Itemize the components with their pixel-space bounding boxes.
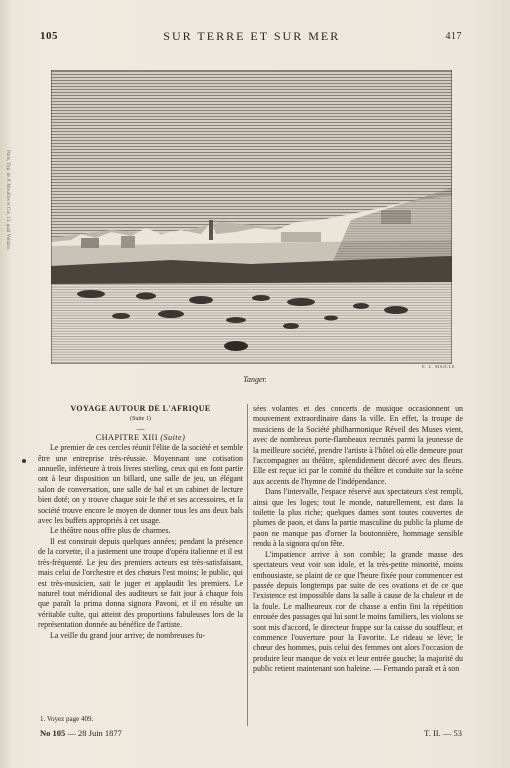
article-suite: (Suite 1) xyxy=(130,416,151,423)
paragraph: Le théâtre nous offre plus de charmes. xyxy=(50,526,171,536)
issue-info xyxy=(40,728,122,740)
paragraph: Le premier de ces cercles réunit l'élite de la société et semble être une entreprise très-réussie. Moyennant une cotisation annuelle, inférieure à trois livres sterling, ceux qui en font partie ont à leur disposition un billard, une salle de jeu, un élégant salon de conversation, une salle de bal et un cabinet de lecture bien doté; on y trouve chaque soir le thé et ses accessoires, et la société trouve encore le moyen de donner tous les ans deux bals avec les buffets appropriés à cet usage. xyxy=(38,443,243,526)
paragraph: L'impatience arrive à son comble; la grande masse des spectateurs veut voir son idole, et la très-petite minorité, moins enthousiaste, se plaint de ce que l'heure fixée pour commencer est passée depuis longtemps par suite de ces ovations et de ce que l'existence est impossible dans la salle à cause de la chaleur et de la foule. Le malheureux cor de chasse a enfin fini la répétition enrouée des passages qui lui sont le moins familiers, les violons se sont mis d'accord, le directeur frappe sur la caisse du souffleur, et commence l'ouverture pour la Favorite. Le rideau se lève; le chœur des hommes, puis celui des femmes ont alors l'occasion de produire leur manque de voix et leur entrée gauche; la majorité du public retient maintenant son haleine. — Fernando paraît et à son xyxy=(253,549,463,674)
column-left xyxy=(38,404,243,641)
chapter-number: CHAPITRE XIII xyxy=(95,432,158,442)
column-right xyxy=(253,404,463,675)
running-title: SUR TERRE ET SUR MER xyxy=(163,28,341,43)
issue-number: No 105 xyxy=(40,728,66,738)
chapter-heading xyxy=(38,433,243,443)
engraver-credit: E. L. MAILLE xyxy=(422,364,455,369)
paragraph: sées volantes et des concerts de musique occasionnent un mouvement extraordinaire dans la ville. En effet, la troupe de musiciens de la Société philharmonique Réveil des Muses vient, avec de nombreux porte-flambeaux recrutés parmi la jeunesse de la meilleure société, prendre l'artiste à l'hôtel où elle demeure pour l'accompagner au théâtre, splendidement décoré avec des fleurs. Elle est reçue ici par le comité du théâtre et conduite sur la scène aux accents de l'hymne de l'indépendance. xyxy=(253,404,463,486)
running-header xyxy=(40,28,462,44)
page-number-right: 417 xyxy=(445,30,462,42)
article-title: VOYAGE AUTOUR DE L'AFRIQUE xyxy=(70,404,211,413)
paragraph: Il est construit depuis quelques années; pendant la présence de la corvette, il a justement une troupe d'opéra italienne et il est très-fréquenté. Le jeu des premiers acteurs est très-satisfaisant, mais celui de l'orchestre et des chœurs l'est moins; le public, qui est très-musicien, sait le juger et applaudit les premiers. Le naturel tout méridional des auditeurs se fait jour à chaque fois que paraît la prima donna signora Pavoni, et il en résulte un véritable culte, qui atteint des proportions fabuleuses lors de la représentation donnée au bénéfice de l'artiste. xyxy=(38,536,243,630)
column-rule xyxy=(247,404,248,726)
page-number-left: 105 xyxy=(40,30,58,42)
printer-side-note: Paris, Typ. de P. Mouillot et Cie, 13, quai Voltaire. xyxy=(5,150,10,251)
illustration-caption: Tanger. xyxy=(243,375,267,384)
issue-date: — 28 Juin 1877 xyxy=(67,728,122,738)
paragraph: Dans l'intervalle, l'espace réservé aux spectateurs s'est rempli, ainsi que les loges; tout le monde, naturellement, est dans la toilette la plus riche; quelques dames sont toutes couvertes de plumes de paon, et dans la partie masculine du public la plume de paon ne manque pas d'orner la boutonnière, hommage sensible rendu à la signora qu'on fête. xyxy=(253,487,463,549)
engraving-tangier xyxy=(51,70,452,364)
title-dash: — xyxy=(136,423,145,433)
ink-dot xyxy=(22,459,26,463)
paragraph: La veille du grand jour arrive; de nombreuses fu- xyxy=(50,630,206,640)
tome-signature: T. II. — 53 xyxy=(424,728,462,738)
footnote: 1. Voyez page 409. xyxy=(40,715,94,723)
chapter-suite: (Suite) xyxy=(160,432,186,442)
page-footer xyxy=(40,728,462,740)
